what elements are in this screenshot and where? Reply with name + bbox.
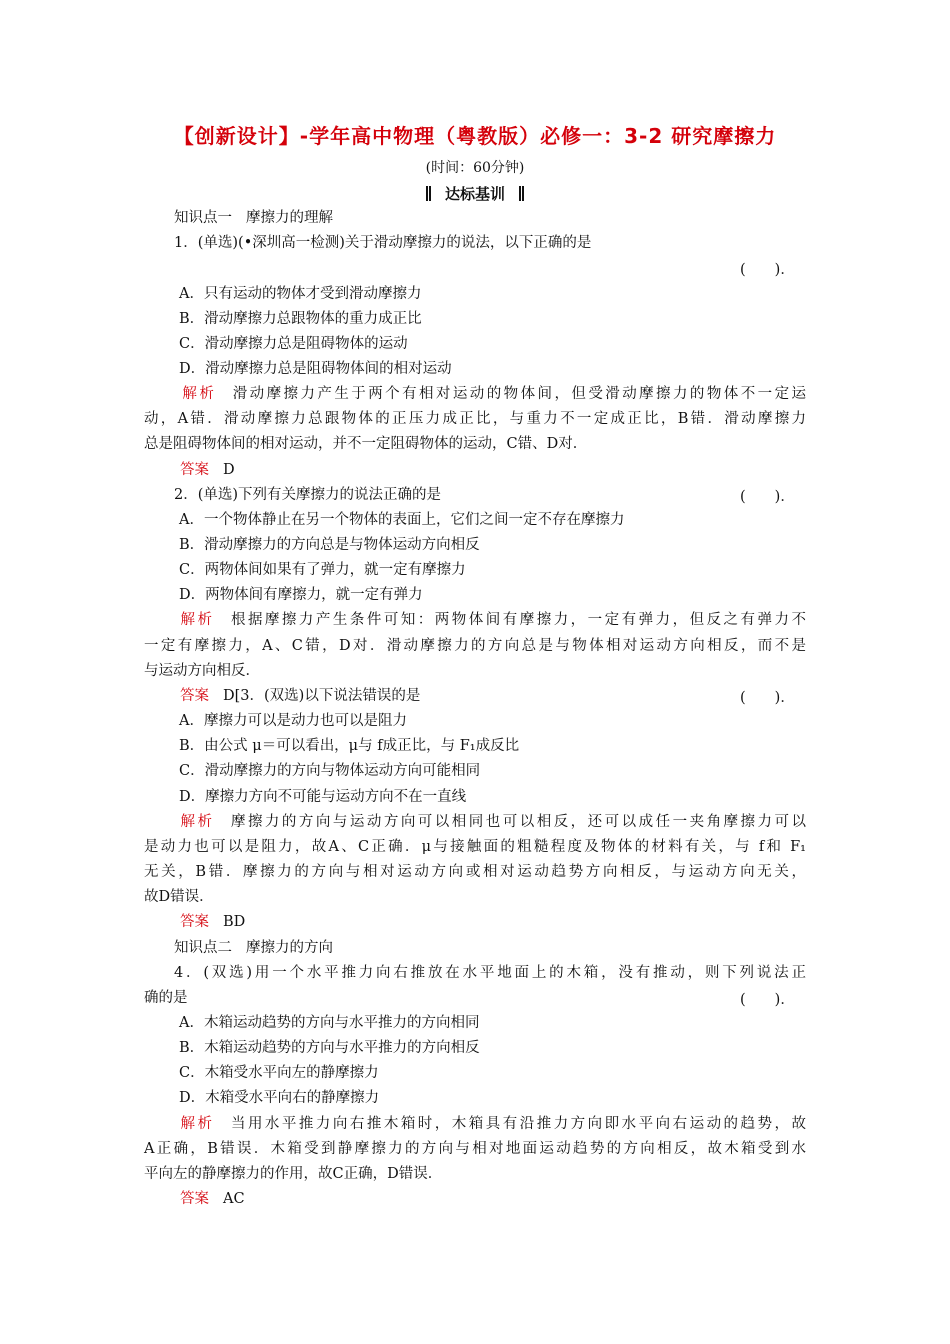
q2-explanation-1: 解析 根据摩擦力产生条件可知：两物体间有摩擦力，一定有弹力，但反之有弹力不 <box>178 612 807 628</box>
q1-explanation-1: 解析 滑动摩擦力产生于两个有相对运动的物体间，但受滑动摩擦力的物体不一定运 <box>180 386 807 402</box>
q3-explanation-4: 故D错误． <box>144 889 214 905</box>
q2-option-a: A．一个物体静止在另一个物体的表面上，它们之间一定不存在摩擦力 <box>179 512 625 528</box>
q4-option-c: C．木箱受水平向左的静摩擦力 <box>179 1065 379 1081</box>
q1-option-d: D．滑动摩擦力总是阻碍物体间的相对运动 <box>179 361 452 377</box>
q4-answer: 答案 AC <box>180 1191 245 1207</box>
q2-paren: ( )． <box>740 489 795 505</box>
q3-option-c: C．滑动摩擦力的方向与物体运动方向可能相同 <box>179 763 481 779</box>
banner-text: 达标基训 <box>444 185 505 203</box>
knowledge-point-1: 知识点一 摩擦力的理解 <box>174 210 333 226</box>
q1-option-a: A．只有运动的物体才受到滑动摩擦力 <box>179 286 422 302</box>
q1-explanation-2: 动，A错．滑动摩擦力总跟物体的正压力成正比，与重力不一定成正比，B错．滑动摩擦力 <box>144 411 806 427</box>
q2-explanation-2: 一定有摩擦力，A、C错，D对．滑动摩擦力的方向总是与物体相对运动方向相反，而不是 <box>144 638 806 654</box>
knowledge-point-2: 知识点二 摩擦力的方向 <box>174 940 333 956</box>
q4-stem-2: 确的是 <box>144 990 188 1006</box>
q2-stem: 2．(单选)下列有关摩擦力的说法正确的是 <box>174 487 442 503</box>
q3-option-d: D．摩擦力方向不可能与运动方向不在一直线 <box>179 789 467 805</box>
q3-explanation-2: 是动力也可以是阻力，故A、C正确．μ与接触面的粗糙程度及物体的材料有关，与 f和 F₁ <box>144 839 806 855</box>
q1-stem: 1．(单选)(•深圳高一检测)关于滑动摩擦力的说法，以下正确的是 <box>174 235 592 251</box>
q2-explanation-3: 与运动方向相反． <box>144 663 260 679</box>
q2-answer: 答案 D[3．(双选)以下说法错误的是 <box>180 688 421 704</box>
section-banner <box>0 183 950 204</box>
q4-option-d: D．木箱受水平向右的静摩擦力 <box>179 1090 380 1106</box>
q1-answer: 答案 D <box>180 462 235 478</box>
q3-explanation-3: 无关，B错．摩擦力的方向与相对运动方向或相对运动趋势方向相反，与运动方向无关， <box>144 864 806 880</box>
q2-option-b: B．滑动摩擦力的方向总是与物体运动方向相反 <box>179 537 480 553</box>
q1-explanation-3: 总是阻碍物体间的相对运动，并不一定阻碍物体的运动，C错、D对． <box>144 436 588 452</box>
q3-explanation-1: 解析 摩擦力的方向与运动方向可以相同也可以相反，还可以成任一夹角摩擦力可以 <box>178 814 807 830</box>
q1-paren: ( )． <box>740 262 795 278</box>
explanation-label: 解析 <box>180 386 217 402</box>
q3-paren: ( )． <box>740 690 795 706</box>
banner-bar-left <box>426 186 431 201</box>
q4-explanation-1: 解析 当用水平推力向右推木箱时，木箱具有沿推力方向即水平向右运动的趋势，故 <box>178 1116 807 1132</box>
q2-option-c: C．两物体间如果有了弹力，就一定有摩擦力 <box>179 562 466 578</box>
q3-option-b: B．由公式 μ＝可以看出，μ与 f成正比，与 F₁成反比 <box>179 738 520 754</box>
q3-answer: 答案 BD <box>180 914 246 930</box>
q2-option-d: D．两物体间有摩擦力，就一定有弹力 <box>179 587 423 603</box>
answer-label: 答案 <box>180 462 209 478</box>
q4-option-a: A．木箱运动趋势的方向与水平推力的方向相同 <box>179 1015 480 1031</box>
q4-explanation-3: 平向左的静摩擦力的作用，故C正确，D错误． <box>144 1166 443 1182</box>
q1-option-b: B．滑动摩擦力总跟物体的重力成正比 <box>179 311 422 327</box>
q4-explanation-2: A正确，B错误．木箱受到静摩擦力的方向与相对地面运动趋势的方向相反，故木箱受到水 <box>144 1141 806 1157</box>
q4-stem-1: 4．(双选)用一个水平推力向右推放在水平地面上的木箱，没有推动，则下列说法正 <box>174 965 806 981</box>
doc-title: 【创新设计】-学年高中物理（粤教版）必修一：3-2 研究摩擦力 <box>173 124 777 148</box>
q1-option-c: C．滑动摩擦力总是阻碍物体的运动 <box>179 336 408 352</box>
banner-bar-right <box>519 186 524 201</box>
q4-option-b: B．木箱运动趋势的方向与水平推力的方向相反 <box>179 1040 480 1056</box>
q4-paren: ( )． <box>740 992 795 1008</box>
doc-time: (时间：60分钟) <box>425 160 525 176</box>
q3-option-a: A．摩擦力可以是动力也可以是阻力 <box>179 713 407 729</box>
